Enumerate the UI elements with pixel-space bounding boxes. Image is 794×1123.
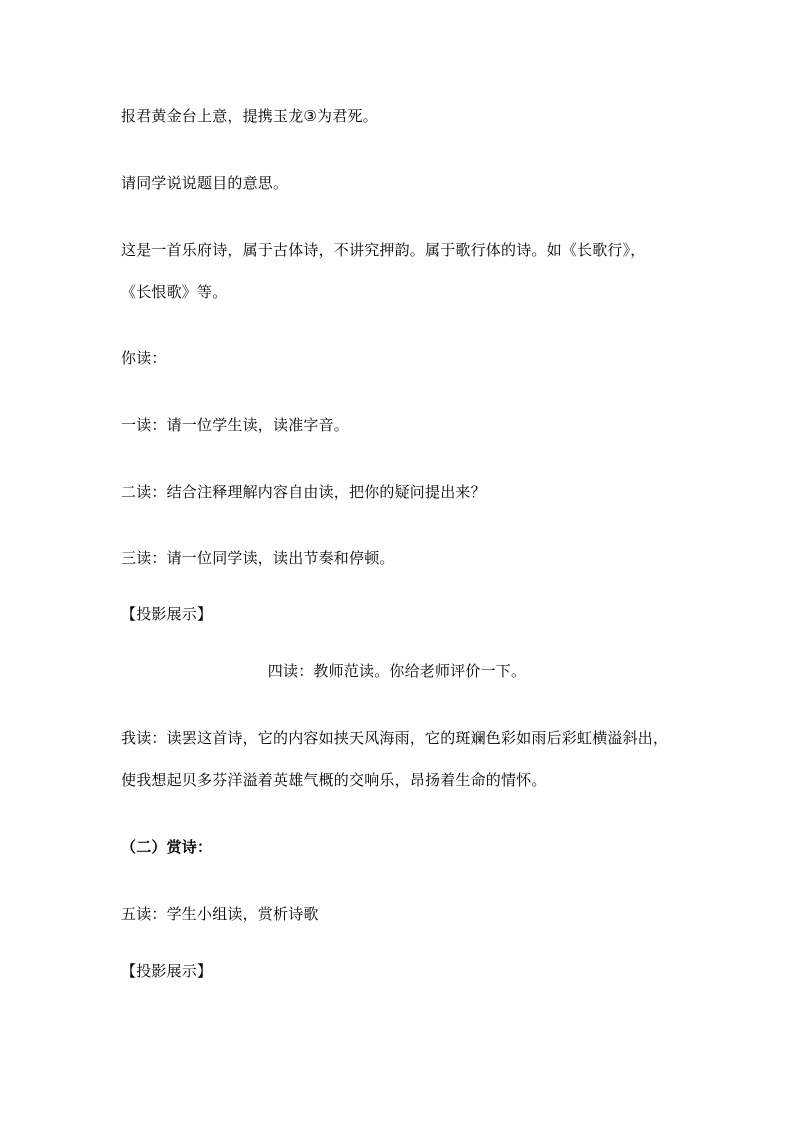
projection-display-label: 【投影展示】	[121, 605, 213, 623]
section-heading-appreciate: （二）赏诗：	[121, 838, 213, 856]
third-reading-step: 三读：请一位同学读，读出节奏和停顿。	[121, 549, 395, 567]
projection-display-label-2: 【投影展示】	[121, 962, 213, 980]
my-reading-line-1: 我读：读罢这首诗，它的内容如挟天风海雨，它的斑斓色彩如雨后彩虹横溢斜出，	[121, 729, 669, 747]
yuefu-explanation-line-1: 这是一首乐府诗，属于古体诗，不讲究押韵。属于歌行体的诗。如《长歌行》，	[121, 241, 646, 259]
you-read-heading: 你读：	[121, 349, 167, 367]
poem-line-text: 报君黄金台上意，提携玉龙③为君死。	[121, 107, 378, 125]
my-reading-line-2: 使我想起贝多芬洋溢着英雄气概的交响乐，昂扬着生命的情怀。	[121, 771, 547, 789]
yuefu-explanation-line-2: 《长恨歌》等。	[121, 283, 228, 301]
second-reading-step: 二读：结合注释理解内容自由读，把你的疑问提出来？	[121, 483, 486, 501]
fourth-reading-step: 四读：教师范读。你给老师评价一下。	[267, 662, 527, 680]
first-reading-step: 一读：请一位学生读，读准字音。	[121, 416, 350, 434]
question-title-meaning: 请同学说说题目的意思。	[121, 174, 289, 192]
fifth-reading-step: 五读：学生小组读，赏析诗歌	[121, 905, 319, 923]
